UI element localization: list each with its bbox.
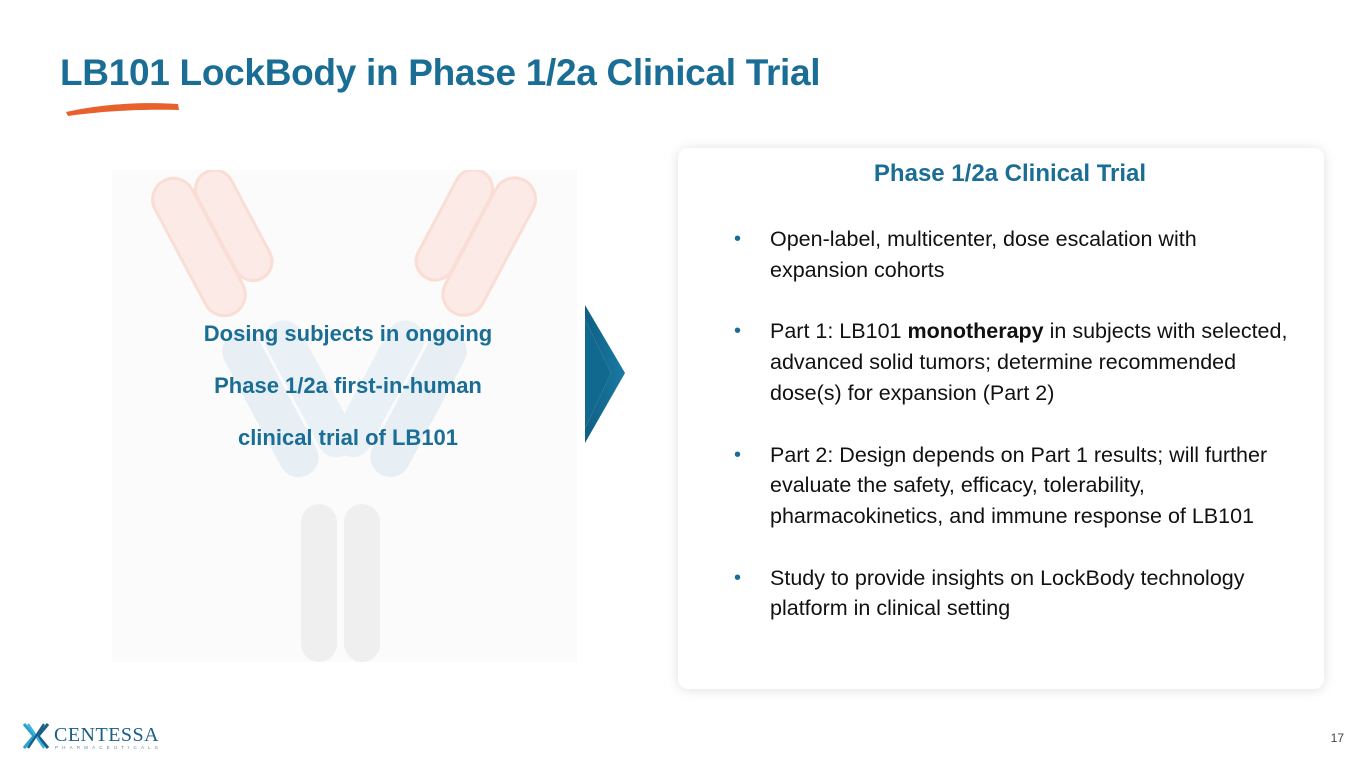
bullet-text: Study to provide insights on LockBody technology platform in clinical setting — [770, 565, 1245, 621]
slide-title: LB101 LockBody in Phase 1/2a Clinical Trial — [60, 52, 821, 93]
bullet-dot: • — [734, 228, 742, 250]
trial-details-card — [678, 148, 1324, 689]
bullet-item — [734, 316, 1294, 408]
caption-line: Dosing subjects in ongoing — [203, 321, 493, 346]
card-title: Phase 1/2a Clinical Trial — [873, 160, 1147, 187]
bullet-bold-text: monotherapy — [907, 319, 1044, 344]
title-underline-accent — [62, 98, 182, 118]
chevron-right-icon — [585, 305, 627, 443]
bullet-text: Part 2: Design depends on Part 1 results; will further evaluate the safety, efficacy, tolerability, pharmacokinetics, and immune response of LB101 — [770, 442, 1268, 528]
bullet-text: in subjects with selected, advanced solid tumors; determine recommended dose(s) for expansion (Part 2) — [770, 319, 1288, 405]
bullet-item — [734, 224, 1294, 285]
logo-subtitle: PHARMACEUTICALS — [55, 745, 162, 750]
bullet-dot: • — [734, 566, 742, 589]
bullet-item — [734, 440, 1294, 532]
caption-line: Phase 1/2a first-in-human — [214, 373, 482, 398]
logo-wordmark: CENTESSA — [54, 724, 160, 746]
centessa-x-icon — [22, 722, 50, 750]
bullet-text: Open-label, multicenter, dose escalation with expansion cohorts — [770, 227, 1197, 282]
page-number: 17 — [1330, 731, 1344, 745]
left-caption — [150, 308, 546, 464]
bullet-dot: • — [734, 443, 742, 466]
caption-line: clinical trial of LB101 — [237, 425, 459, 450]
bullet-list — [734, 224, 1294, 655]
company-logo — [22, 722, 182, 752]
bullet-dot: • — [734, 320, 742, 343]
bullet-item — [734, 563, 1294, 624]
bullet-text: Part 1: LB101 — [770, 319, 908, 344]
